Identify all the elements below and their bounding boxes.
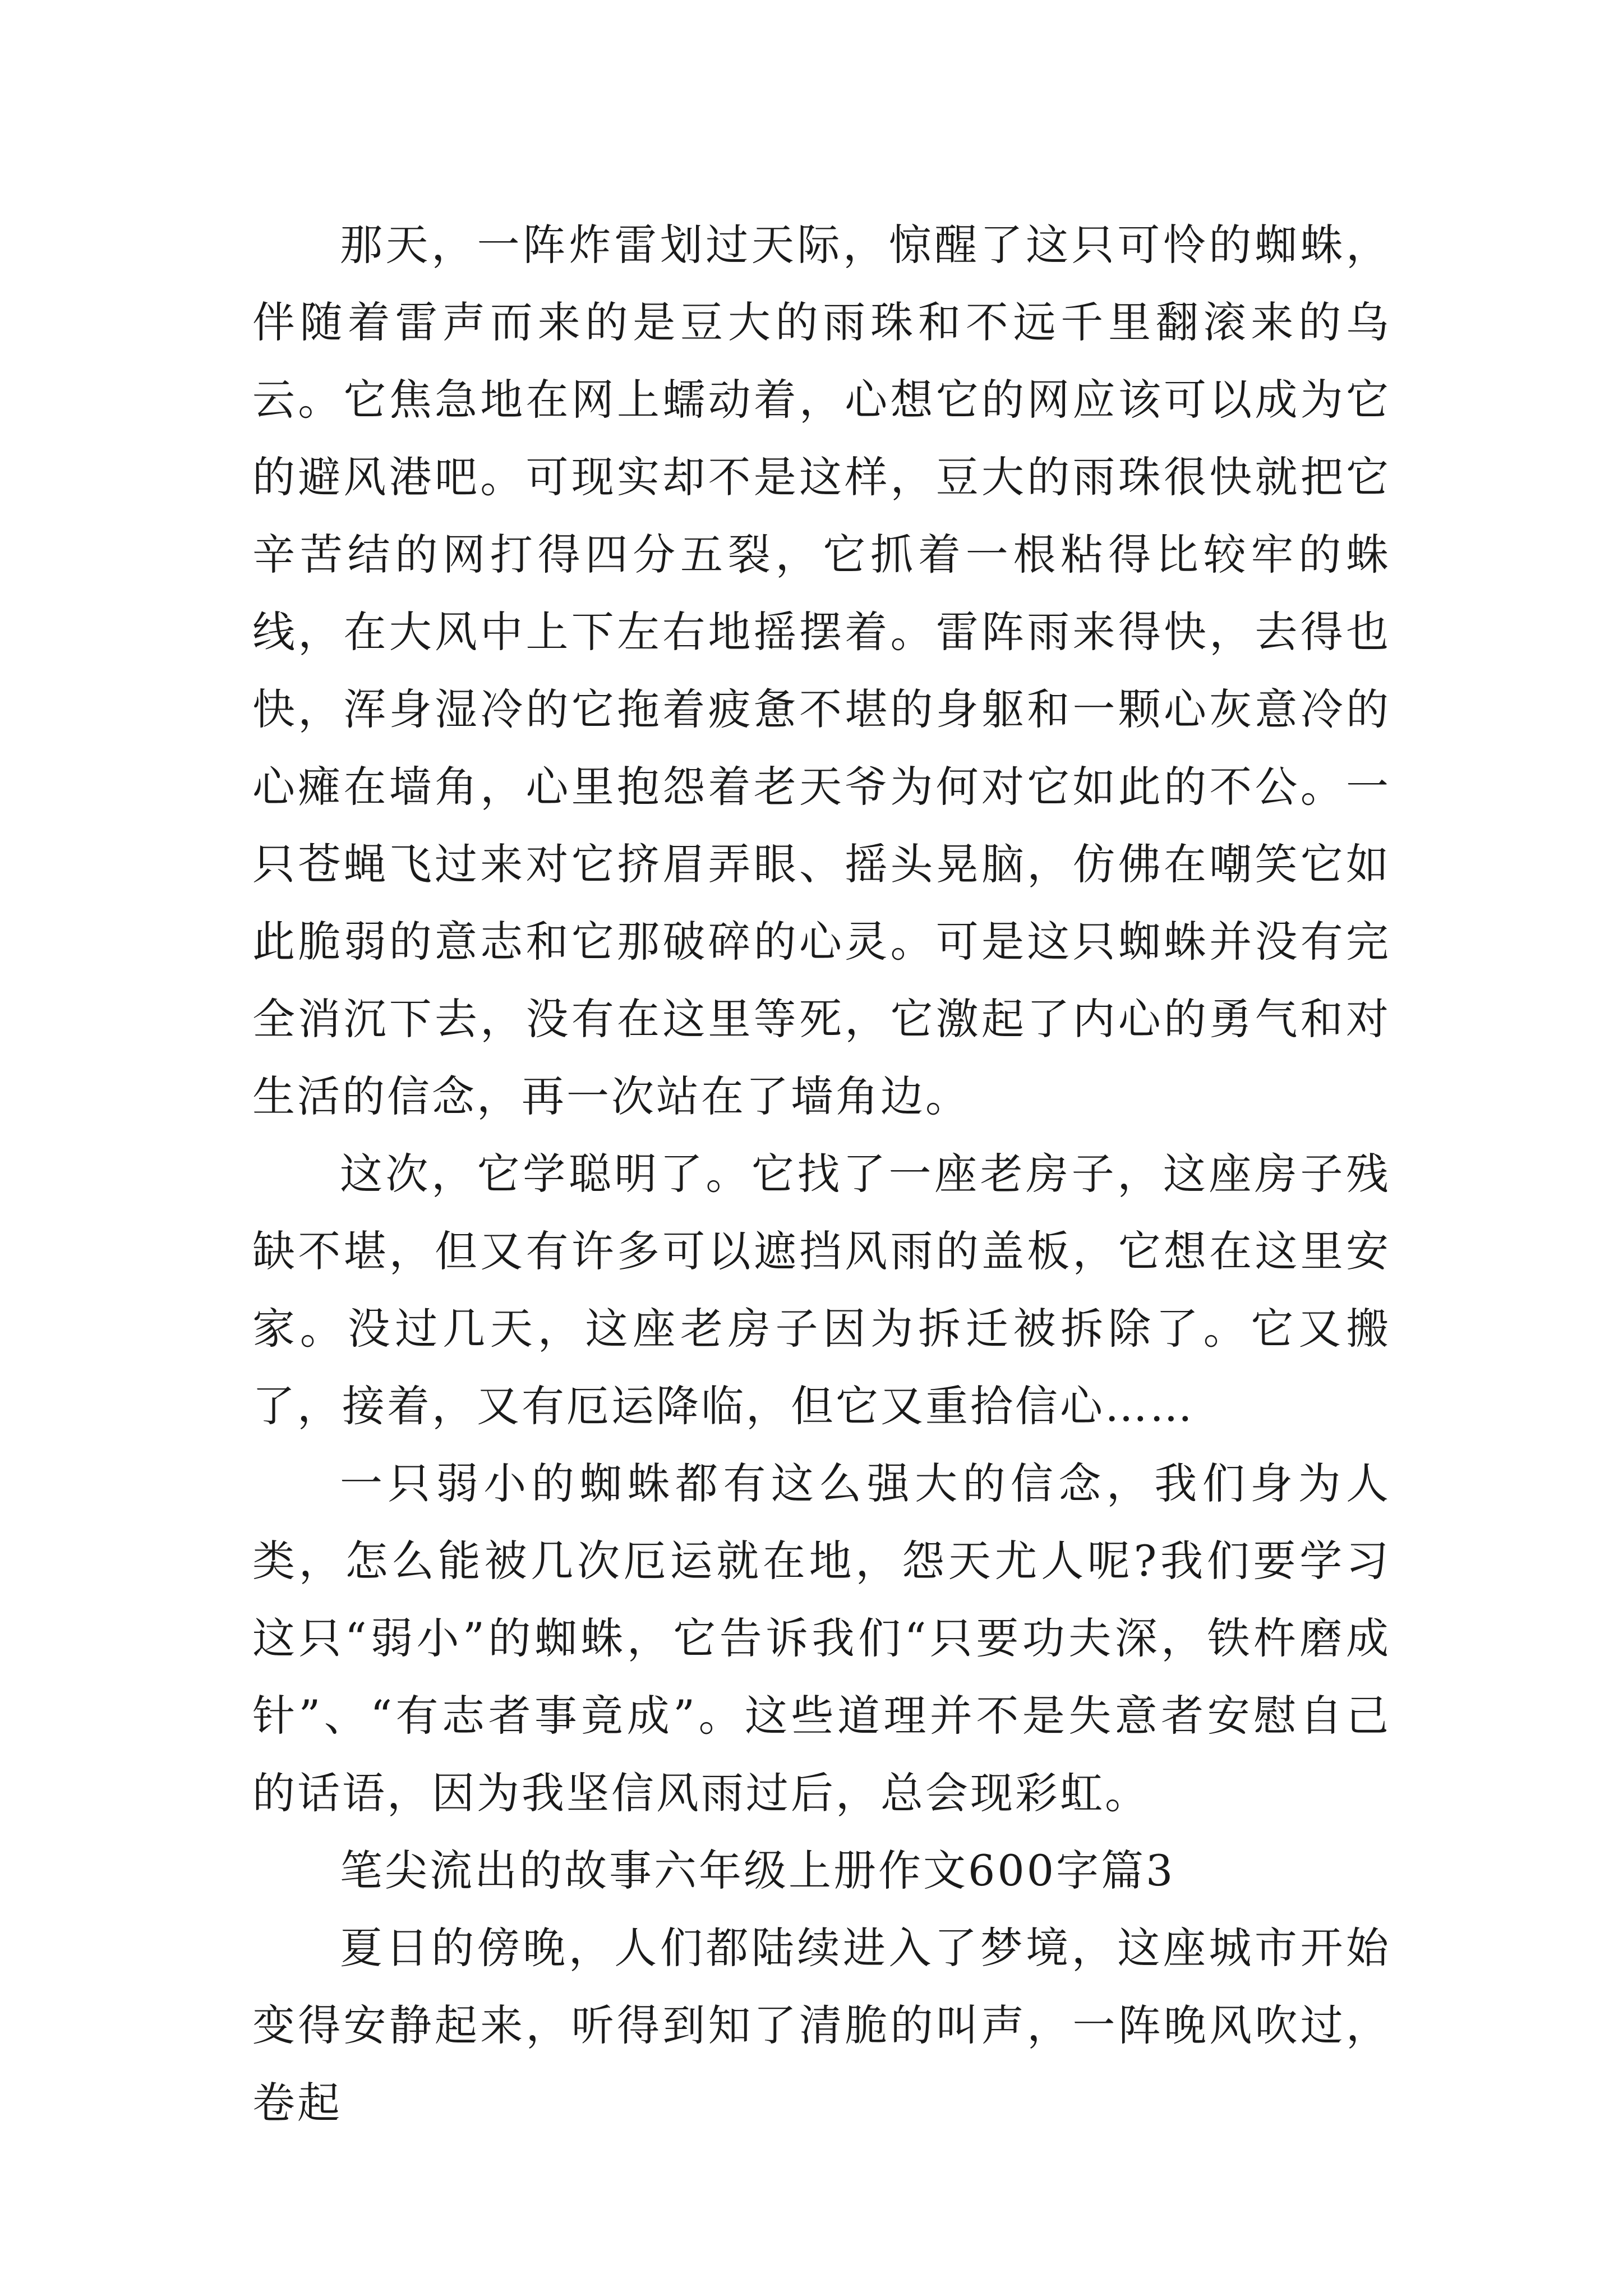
document-body	[252, 206, 1391, 2142]
paragraph-summer-evening: 夏日的傍晚，人们都陆续进入了梦境，这座城市开始变得安静起来，听得到知了清脆的叫声，一阵晚风吹过，卷起	[252, 1923, 1391, 2128]
paragraph-old-house: 这次，它学聪明了。它找了一座老房子，这座房子残缺不堪，但又有许多可以遮挡风雨的盖板，它想在这里安家。没过几天，这座老房子因为拆迁被拆除了。它又搬了，接着，又有厄运降临，但它又重拾信心……	[252, 1149, 1391, 1431]
paragraph-spider-storm: 那天，一阵炸雷划过天际，惊醒了这只可怜的蜘蛛，伴随着雷声而来的是豆大的雨珠和不远千里翻滚来的乌云。它焦急地在网上蠕动着，心想它的网应该可以成为它的避风港吧。可现实却不是这样，豆大的雨珠很快就把它辛苦结的网打得四分五裂，它抓着一根粘得比较牢的蛛线，在大风中上下左右地摇摆着。雷阵雨来得快，去得也快，浑身湿冷的它拖着疲惫不堪的身躯和一颗心灰意冷的心瘫在墙角，心里抱怨着老天爷为何对它如此的不公。一只苍蝇飞过来对它挤眉弄眼、摇头晃脑，仿佛在嘲笑它如此脆弱的意志和它那破碎的心灵。可是这只蜘蛛并没有完全消沉下去，没有在这里等死，它激起了内心的勇气和对生活的信念，再一次站在了墙角边。	[252, 220, 1391, 1121]
section-heading: 笔尖流出的故事六年级上册作文600字篇3	[340, 1846, 1175, 1895]
paragraph-conclusion: 一只弱小的蜘蛛都有这么强大的信念，我们身为人类，怎么能被几次厄运就在地，怨天尤人呢?我们要学习这只“弱小”的蜘蛛，它告诉我们“只要功夫深，铁杵磨成针”、“有志者事竟成”。这些道理并不是失意者安慰自己的话语，因为我坚信风雨过后，总会现彩虹。	[252, 1458, 1391, 1818]
